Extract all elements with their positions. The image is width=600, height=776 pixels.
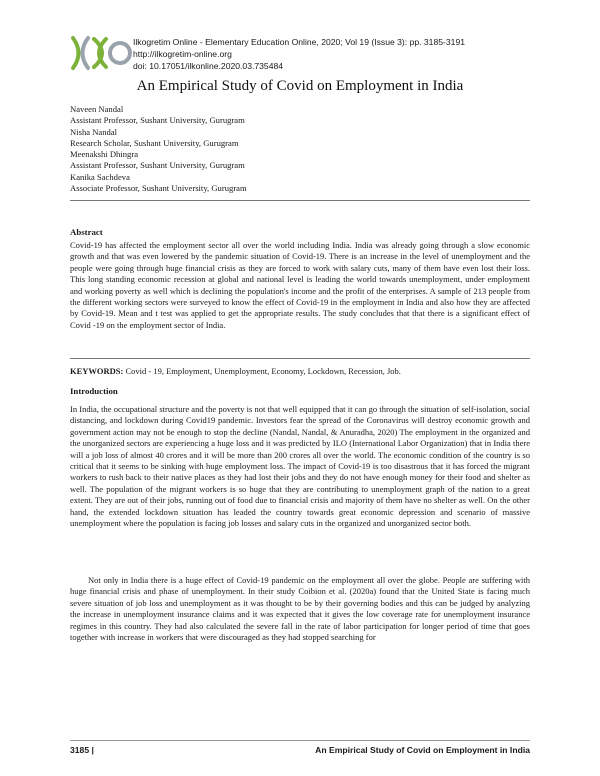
abstract-text: Covid-19 has affected the employment sector all over the world including India. India was already going through a slow economic growth and that was even lowered by the pandemic situation of Covid-19. There is an increase in the level of unemployment and the people were going through huge financial crisis as they are forced to work with salary cuts, many of them have even lost their loss. This long standing economic recession at global and national level is leading the world towards unemployment, under employment and working poverty as well which is declining the population's income and the profit of the enterprises. A sample of 213 people from the different working sectors were surveyed to know the effect of Covid-19 in the employment in India and also how they are affected by Covid-19. Mean and t test was applied to get the appropriate results. The study concludes that that there is a significant effect of Covid -19 on the employment sector of India. xyxy=(70,240,530,330)
logo-ring xyxy=(110,43,130,63)
author-affiliation: Assistant Professor, Sushant University, Gurugram xyxy=(70,160,245,171)
running-title: An Empirical Study of Covid on Employment in India xyxy=(315,745,530,755)
page-number: 3185 | xyxy=(70,745,94,755)
paper-title: An Empirical Study of Covid on Employment in India xyxy=(136,78,464,94)
keywords-text: Covid - 19, Employment, Unemployment, Economy, Lockdown, Recession, Job. xyxy=(125,366,401,376)
author-affiliation: Research Scholar, Sushant University, Gurugram xyxy=(70,137,239,148)
logo-arc-2 xyxy=(83,38,89,68)
abstract-heading: Abstract xyxy=(70,227,103,237)
journal-line: Ilkogretim Online - Elementary Education Online, 2020; Vol 19 (Issue 3): pp. 3185-3191 xyxy=(133,37,466,47)
abstract-top-rule xyxy=(70,200,530,201)
author-name: Nisha Nandal xyxy=(70,126,118,137)
introduction-paragraph: Not only in India there is a huge effect of Covid-19 pandemic on the employment all over the globe. People are suffering with huge financial crisis and phase of unemployment. In their study Coibion et al. (2020a) found that the United State is facing much severe situation of job loss and unemployment as it was thought to be by their governing bodies and this can be judged by analyzing the increase in unemployment insurance claims and it was expected that it gives the low coverage rate for unemployment insurance regimes in this country. They had also calculated the severe fall in the rate of labor participation for longer period of time that goes together with increase in workers that were discouraged as they had stopped searching for xyxy=(70,575,530,643)
keywords-label: KEYWORDS: xyxy=(70,366,124,376)
keywords-line xyxy=(70,365,530,377)
abstract-bottom-rule xyxy=(70,358,530,359)
author-name: Naveen Nandal xyxy=(70,104,124,114)
footer-rule xyxy=(70,740,530,741)
author-affiliation: Associate Professor, Sushant University, Gurugram xyxy=(70,183,247,194)
journal-doi: doi: 10.17051/ilkonline.2020.03.735484 xyxy=(133,61,284,71)
journal-url: http://ilkogretim-online.org xyxy=(133,49,232,59)
journal-header xyxy=(70,30,540,80)
author-name: Kanika Sachdeva xyxy=(70,171,130,182)
journal-logo xyxy=(70,33,132,73)
introduction-heading: Introduction xyxy=(70,386,118,396)
author-name: Meenakshi Dhingra xyxy=(70,149,139,160)
author-list xyxy=(70,104,530,194)
author-affiliation: Assistant Professor, Sushant University, Gurugram xyxy=(70,115,245,126)
logo-arc-1 xyxy=(73,38,79,68)
journal-citation xyxy=(133,36,573,72)
introduction-paragraph: In India, the occupational structure and the poverty is not that well equipped that it can go through the situation of self-isolation, social distancing, and lockdown during Covid19 pandemic. Investors fear the spread of the Coronavirus will destroy economic growth and government action may not be enough to stop the decline (Nandal, Nandal, & Anuradha, 2020) The employment in the organized and the unorganized sectors are experiencing a huge loss and it was predicted by ILO (International Labor Organization) that in India there will a job loss of almost 40 crores and it will be more than 200 crores all over the world. The economic condition of the country is so critical that it seems to be sinking with huge employment loss. The impact of Covid-19 is too disastrous that it has forced the migrant workers to rush back to their native places as they had lost their jobs and they do not have enough money for their food and shelter as well. The population of the migrant workers is so huge that they are contributing to unemployment graph of the nation to a great extent. They are out of their jobs, running out of food due to financial crisis and majority of them have no shelter as well. On the other hand, the extended lockdown situation has leaded the country towards great economic depression and scenario of massive unemployment where the population is facing job losses and salary cuts in the organized and unorganized sector both. xyxy=(70,404,530,529)
